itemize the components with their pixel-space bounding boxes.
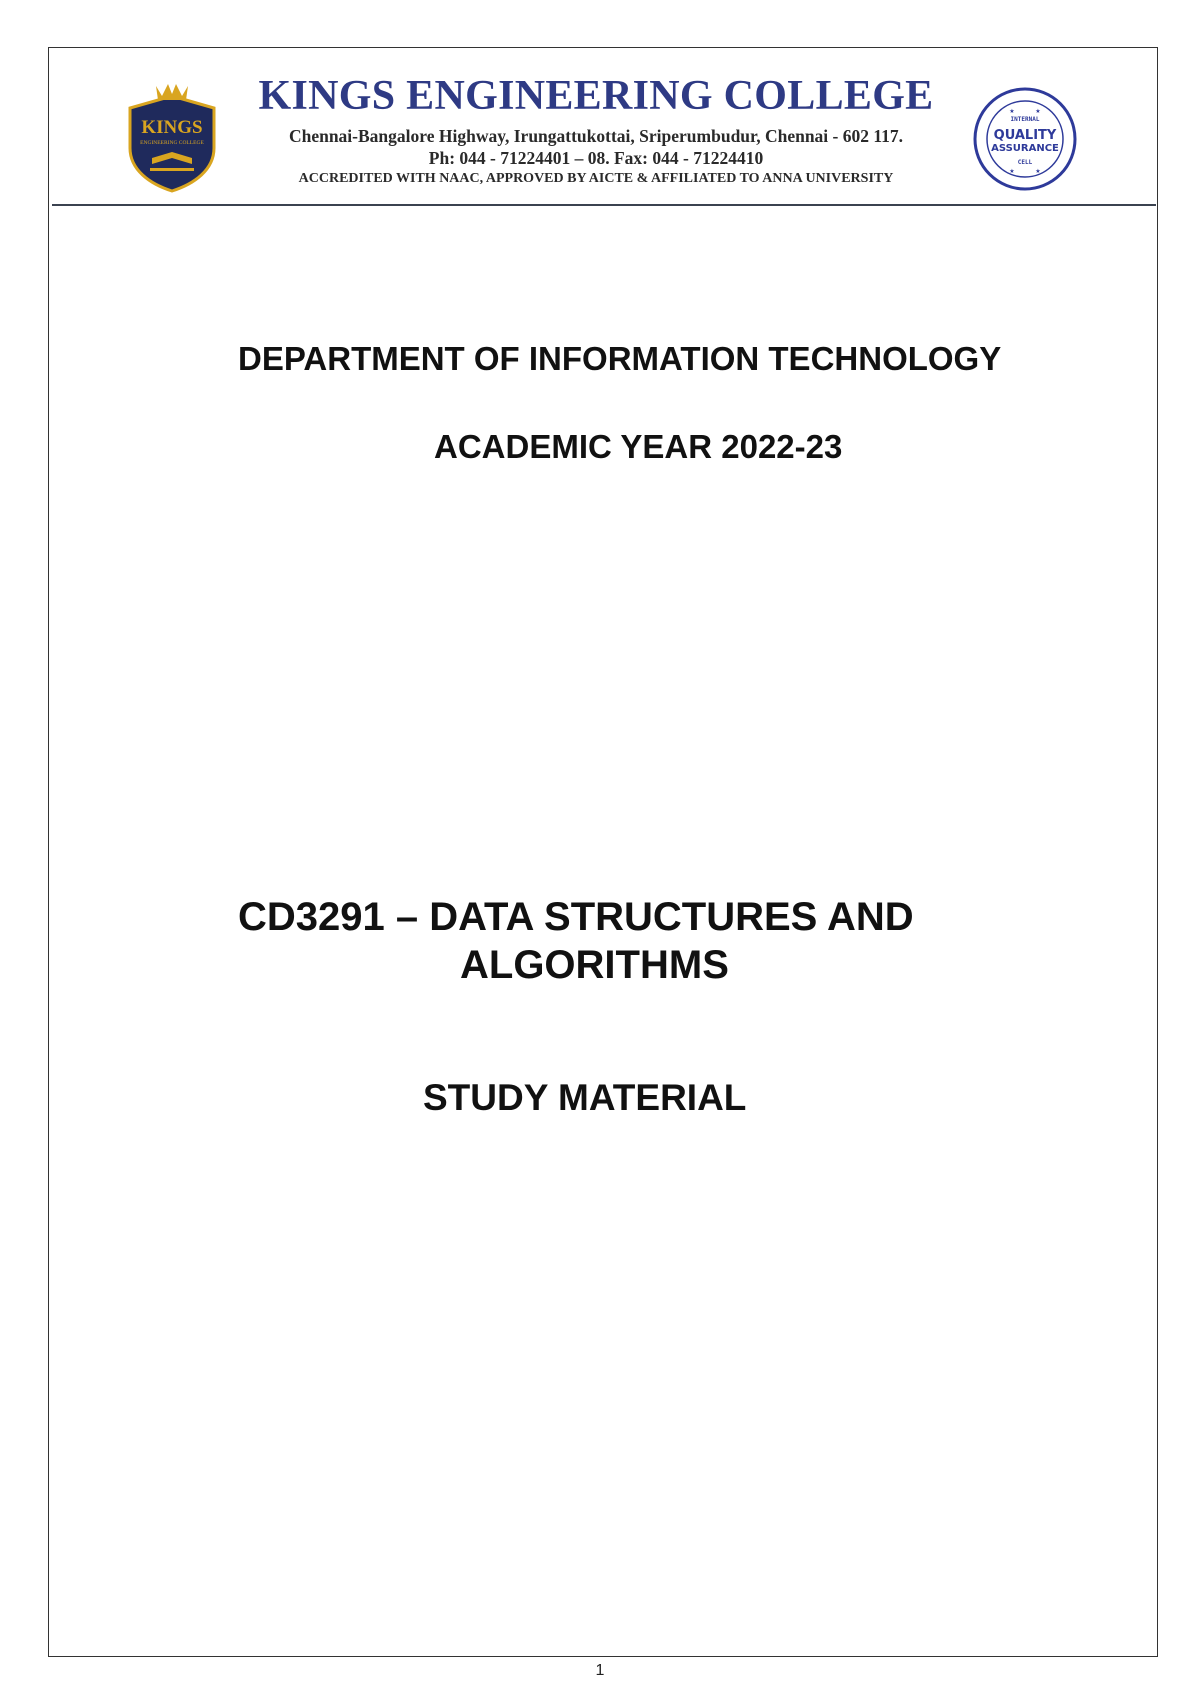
department-title: DEPARTMENT OF INFORMATION TECHNOLOGY bbox=[238, 340, 1002, 377]
college-address: Chennai-Bangalore Highway, Irungattukottai, Sriperumbudur, Chennai - 602 117. bbox=[288, 126, 904, 146]
kings-crest-icon bbox=[122, 78, 222, 194]
svg-text:★: ★ bbox=[1035, 109, 1041, 115]
page-number: 1 bbox=[595, 1662, 605, 1679]
svg-text:KINGS: KINGS bbox=[141, 117, 203, 138]
college-name: KINGS ENGINEERING COLLEGE bbox=[258, 73, 934, 119]
svg-text:★: ★ bbox=[1009, 109, 1015, 115]
iqac-seal-icon bbox=[972, 86, 1078, 192]
page-border bbox=[48, 47, 1158, 1657]
college-phone: Ph: 044 - 71224401 – 08. Fax: 044 - 71224410 bbox=[428, 148, 764, 168]
document-type: STUDY MATERIAL bbox=[423, 1077, 747, 1118]
svg-text:CELL: CELL bbox=[1017, 159, 1033, 166]
svg-text:ENGINEERING COLLEGE: ENGINEERING COLLEGE bbox=[140, 140, 204, 146]
header-divider bbox=[52, 204, 1156, 206]
svg-text:★: ★ bbox=[1009, 169, 1015, 175]
svg-text:QUALITY: QUALITY bbox=[993, 128, 1057, 143]
course-title-line-1: CD3291 – DATA STRUCTURES AND bbox=[238, 895, 914, 939]
college-accreditation: ACCREDITED WITH NAAC, APPROVED BY AICTE & AFFILIATED TO ANNA UNIVERSITY bbox=[298, 171, 894, 186]
course-title-line-2: ALGORITHMS bbox=[460, 943, 729, 987]
svg-text:INTERNAL: INTERNAL bbox=[1010, 116, 1040, 123]
academic-year: ACADEMIC YEAR 2022-23 bbox=[434, 428, 843, 465]
svg-text:ASSURANCE: ASSURANCE bbox=[991, 143, 1059, 154]
svg-text:★: ★ bbox=[1035, 169, 1041, 175]
